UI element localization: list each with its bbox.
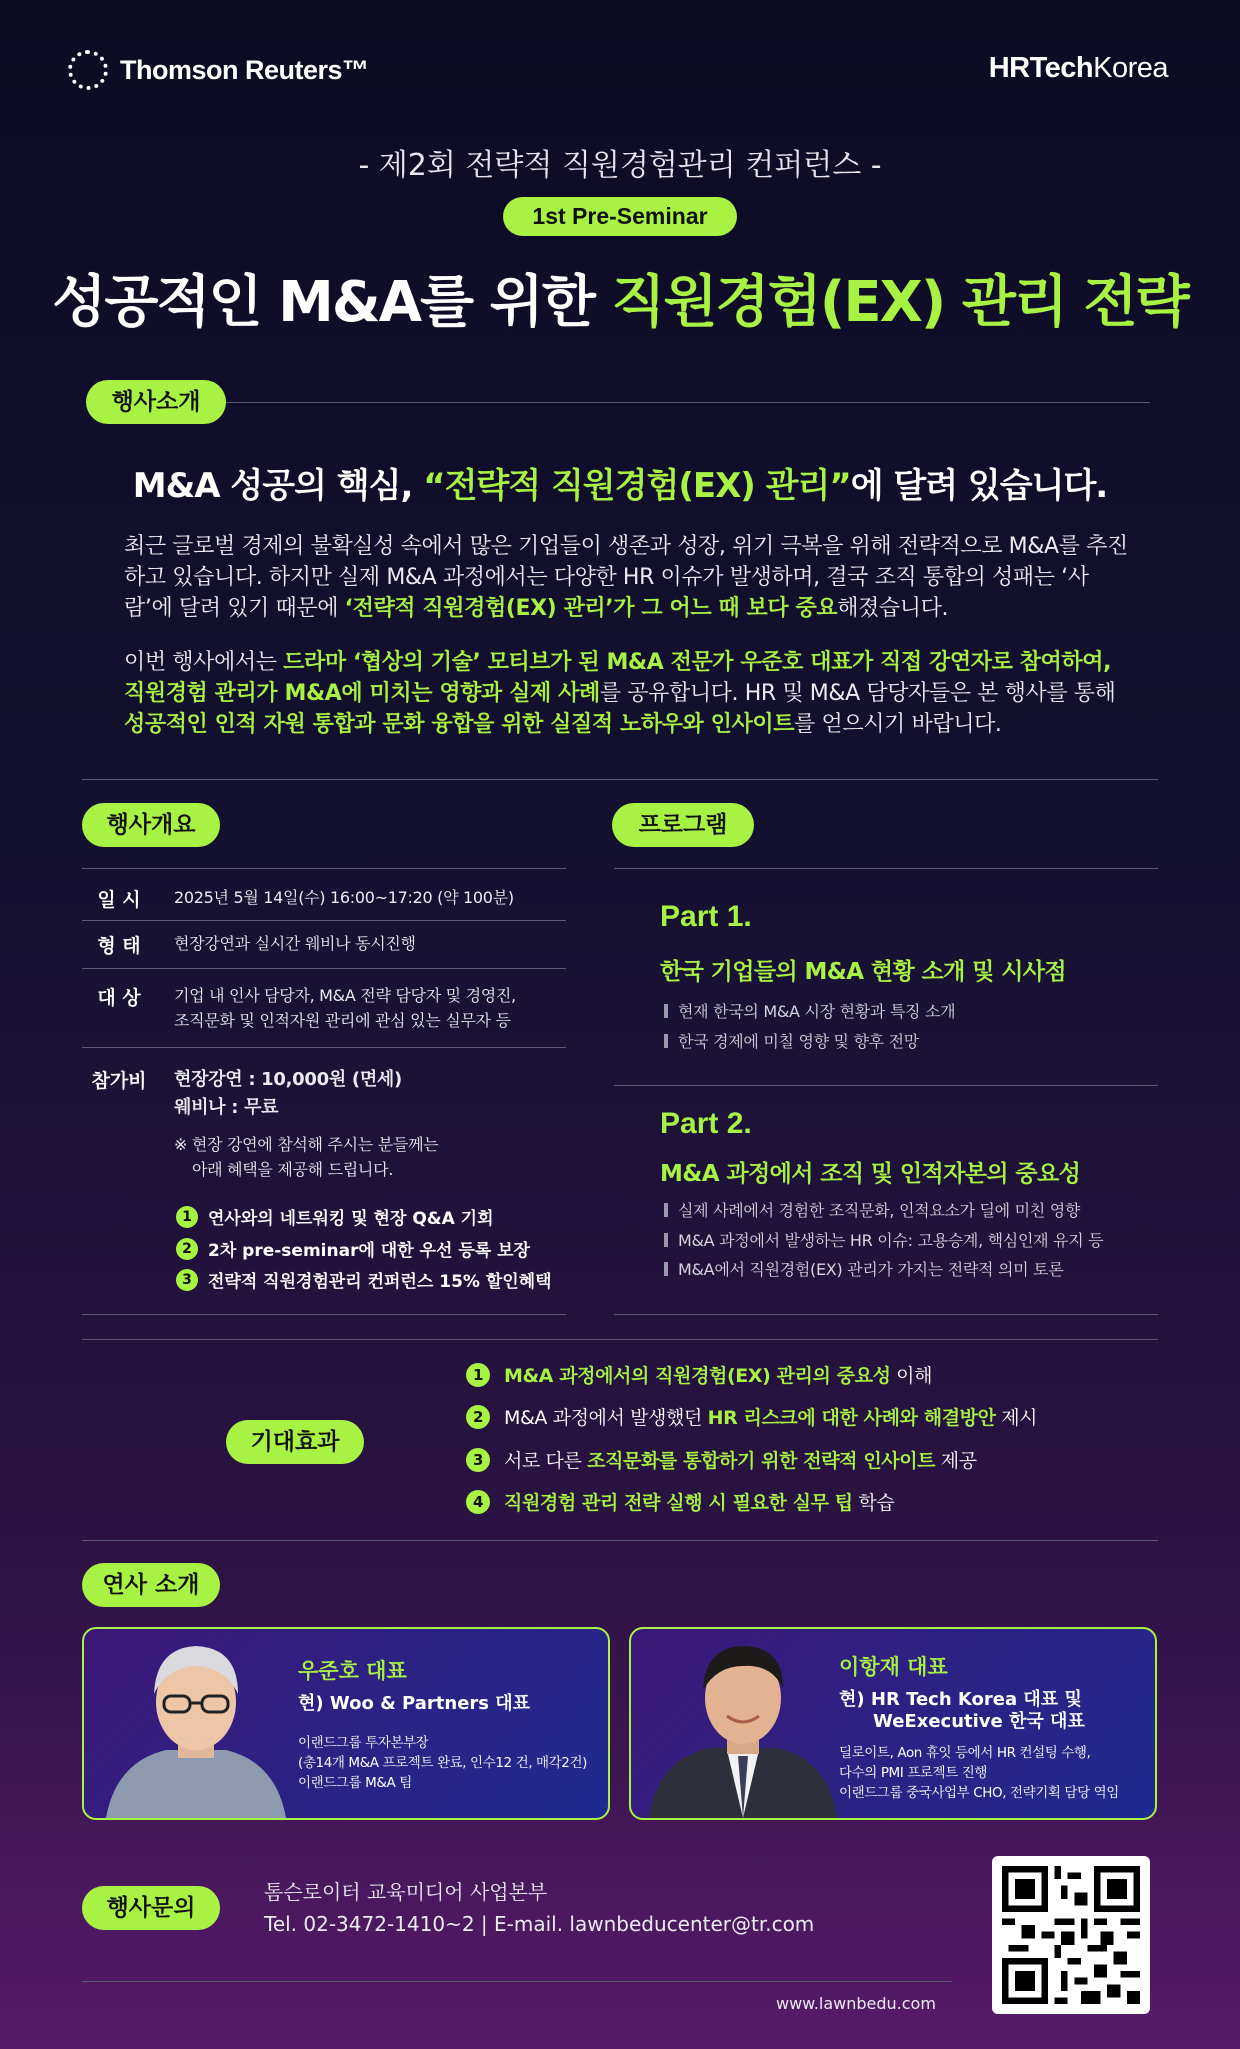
- speaker-description: 이랜드그룹 투자본부장 (총14개 M&A 프로젝트 완료, 인수12 건, 매각2건) 이랜드그룹 M&A 팀: [298, 1735, 587, 1791]
- divider: [82, 868, 566, 869]
- divider: [226, 402, 1150, 403]
- speaker-role: 현) HR Tech Korea 대표 및 WeExecutive 한국 대표: [839, 1689, 1085, 1732]
- contact-info[interactable]: Tel. 02-3472-1410~2 | E-mail. lawnbeducenter@tr.com: [264, 1912, 815, 1936]
- part1-subtitle: 한국 기업들의 M&A 현황 소개 및 시사점: [660, 959, 1067, 985]
- tr-logo-icon: [68, 50, 108, 90]
- part1-bullet: 한국 경제에 미칠 영향 및 향후 전망: [664, 1029, 919, 1052]
- divider: [614, 868, 1158, 869]
- section-contact-pill: 행사문의: [82, 1886, 220, 1930]
- fee-note: ※ 현장 강연에 참석해 주시는 분들께는 아래 혜택을 제공해 드립니다.: [174, 1135, 439, 1179]
- target-value: 기업 내 인사 담당자, M&A 전략 담당자 및 경영진, 조직문화 및 인적자원 관리에 관심 있는 실무자 등: [174, 986, 516, 1030]
- speaker-photo: [96, 1632, 296, 1818]
- fee-value: 현장강연 : 10,000원 (면세) 웨비나 : 무료: [174, 1069, 402, 1118]
- divider: [82, 1981, 952, 1982]
- benefit-item: 2 2차 pre-seminar에 대한 우선 등록 보장: [176, 1236, 530, 1261]
- target-label: 대 상: [97, 987, 141, 1009]
- format-label: 형 태: [97, 935, 141, 957]
- benefit-item: 3 전략적 직원경험관리 컨퍼런스 15% 할인혜택: [176, 1267, 552, 1292]
- intro-paragraph-2: 이번 행사에서는 드라마 ‘협상의 기술’ 모티브가 된 M&A 전문가 우준호 대표가 직접 강연자로 참여하여, 직원경험 관리가 M&A에 미치는 영향과 실제 사례를 공유합니다. HR 및 M&A 담당자들은 본 행사를 통해 성공적인 인적 자원 통합과 문화 융합을 위한 실질적 노하우와 인사이트를 얻으시기 바랍니다.: [124, 650, 1116, 737]
- divider: [82, 968, 566, 969]
- part2-subtitle: M&A 과정에서 조직 및 인적자본의 중요성: [660, 1161, 1081, 1187]
- speaker-description: 딜로이트, Aon 휴잇 등에서 HR 컨설팅 수행, 다수의 PMI 프로젝트 진행 이랜드그룹 중국사업부 CHO, 전략기획 담당 역임: [839, 1745, 1119, 1801]
- website-link[interactable]: www.lawnbedu.com: [776, 1994, 936, 2013]
- part1-bullet: 현재 한국의 M&A 시장 현황과 특징 소개: [664, 999, 955, 1022]
- divider: [82, 779, 1158, 780]
- speaker-name: 우준호 대표: [298, 1659, 407, 1683]
- thomson-reuters-logo: [68, 50, 369, 90]
- divider: [82, 920, 566, 921]
- effect-item: 3 서로 다른 조직문화를 통합하기 위한 전략적 인사이트 제공: [466, 1446, 977, 1473]
- qr-code-icon[interactable]: [992, 1856, 1150, 2014]
- contact-organization: 톰슨로이터 교육미디어 사업본부: [264, 1880, 548, 1904]
- divider: [82, 1314, 566, 1315]
- part2-title: Part 2.: [660, 1107, 752, 1140]
- intro-paragraph-1: 최근 글로벌 경제의 불확실성 속에서 많은 기업들이 생존과 성장, 위기 극복을 위해 전략적으로 M&A를 추진하고 있습니다. 하지만 실제 M&A 과정에서는 다양한 HR 이슈가 발생하며, 결국 조직 통합의 성패는 ‘사람’에 달려 있기 때문에 ‘전략적 직원경험(EX) 관리’가 그 어느 때 보다 중요해졌습니다.: [124, 534, 1128, 621]
- conference-subtitle: - 제2회 전략적 직원경험관리 컨퍼런스 -: [358, 148, 882, 183]
- format-value: 현장강연과 실시간 웨비나 동시진행: [174, 934, 416, 953]
- effect-item: 2 M&A 과정에서 발생했던 HR 리스크에 대한 사례와 해결방안 제시: [466, 1403, 1037, 1430]
- section-program-pill: 프로그램: [612, 803, 754, 847]
- section-intro-pill: 행사소개: [86, 380, 226, 424]
- effect-item: 1 M&A 과정에서의 직원경험(EX) 관리의 중요성 이해: [466, 1361, 932, 1388]
- divider: [614, 1314, 1158, 1315]
- divider: [82, 1540, 1158, 1541]
- part2-bullet: M&A에서 직원경험(EX) 관리가 가지는 전략적 의미 토론: [664, 1257, 1063, 1280]
- divider: [614, 1085, 1158, 1086]
- speaker-role: 현) Woo & Partners 대표: [298, 1693, 531, 1714]
- hrtechkorea-logo: HRTechKorea: [988, 52, 1168, 84]
- section-effects-pill: 기대효과: [226, 1420, 364, 1464]
- speaker-card: [82, 1627, 610, 1820]
- page-title: 성공적인 M&A를 위한 직원경험(EX) 관리 전략: [52, 270, 1188, 335]
- divider: [82, 1339, 1158, 1340]
- section-overview-pill: 행사개요: [82, 803, 220, 847]
- divider: [82, 1047, 566, 1048]
- effect-item: 4 직원경험 관리 전략 실행 시 필요한 실무 팁 학습: [466, 1488, 894, 1515]
- part2-bullet: 실제 사례에서 경험한 조직문화, 인적요소가 딜에 미친 영향: [664, 1198, 1080, 1221]
- date-value: 2025년 5월 14일(수) 16:00~17:20 (약 100분): [174, 888, 514, 907]
- part2-bullet: M&A 과정에서 발생하는 HR 이슈: 고용승계, 핵심인재 유지 등: [664, 1228, 1103, 1251]
- pre-seminar-badge: 1st Pre-Seminar: [503, 197, 737, 236]
- benefit-item: 1 연사와의 네트워킹 및 현장 Q&A 기회: [176, 1204, 494, 1229]
- speaker-name: 이항재 대표: [839, 1655, 948, 1679]
- section-speakers-pill: 연사 소개: [82, 1563, 220, 1607]
- date-label: 일 시: [97, 889, 141, 911]
- intro-headline: M&A 성공의 핵심, “전략적 직원경험(EX) 관리”에 달려 있습니다.: [132, 466, 1108, 506]
- speaker-photo: [643, 1632, 843, 1818]
- fee-label: 참가비: [91, 1070, 147, 1092]
- part1-title: Part 1.: [660, 900, 752, 933]
- speaker-card: [629, 1627, 1157, 1820]
- tr-logo-text: Thomson Reuters™: [120, 54, 369, 85]
